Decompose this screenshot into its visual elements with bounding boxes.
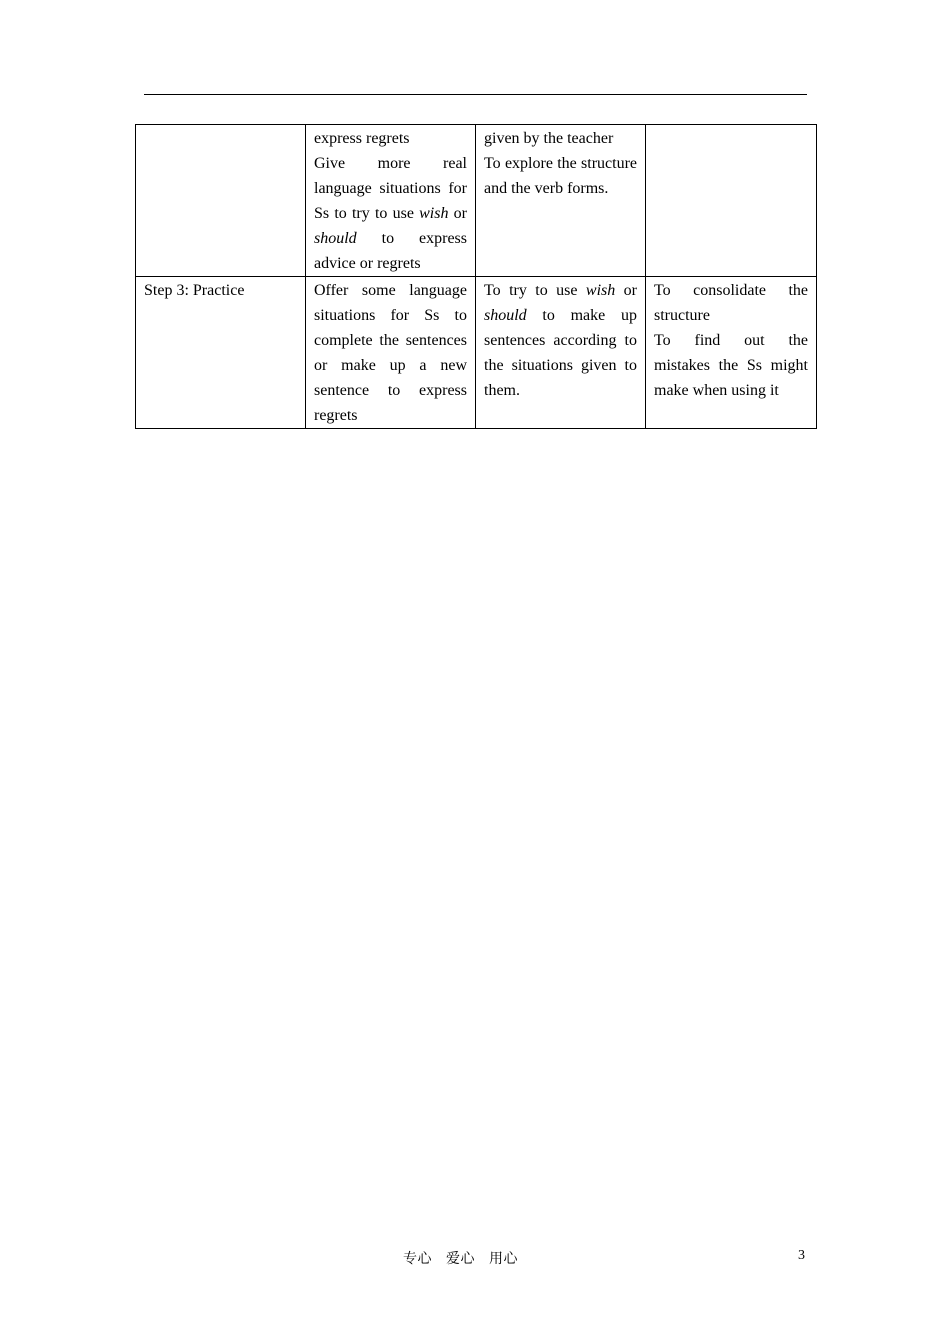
header-rule — [144, 94, 807, 95]
note-cell — [646, 277, 817, 429]
text-run: to express advice or regrets — [314, 230, 467, 272]
italic-term: should — [314, 230, 357, 247]
activity-cell — [306, 125, 476, 277]
table-row — [136, 277, 817, 429]
text-run: To consolidate the structure — [654, 282, 808, 324]
text-run: to make up sentences according to the situations given to them. — [484, 307, 637, 399]
step-cell — [136, 125, 306, 277]
italic-term: should — [484, 307, 527, 324]
purpose-cell — [476, 125, 646, 277]
text-run: express regrets — [314, 130, 410, 147]
text-run: Give more real language situations for Ss to try to use — [314, 155, 467, 222]
cell-paragraph — [484, 126, 637, 151]
lesson-plan-table — [135, 124, 817, 429]
text-run: or — [448, 205, 467, 222]
page-number: 3 — [798, 1248, 805, 1263]
footer-motto: 专心 爱心 用心 — [403, 1252, 518, 1267]
activity-cell — [306, 277, 476, 429]
text-run: or — [615, 282, 638, 299]
text-run: To explore the structure and the verb forms. — [484, 155, 637, 197]
cell-paragraph — [314, 278, 467, 428]
cell-paragraph — [484, 278, 637, 403]
cell-paragraph — [654, 278, 808, 328]
text-run: Offer some language situations for Ss to complete the sentences or make up a new sentence to express regrets — [314, 282, 467, 424]
note-cell — [646, 125, 817, 277]
cell-paragraph — [654, 328, 808, 403]
italic-term: wish — [585, 282, 616, 299]
italic-term: wish — [419, 205, 449, 222]
cell-paragraph — [314, 151, 467, 276]
cell-paragraph — [314, 126, 467, 151]
text-run: given by the teacher — [484, 130, 614, 147]
purpose-cell — [476, 277, 646, 429]
text-run: To find out the mistakes the Ss might make when using it — [654, 332, 808, 399]
step-cell: Step 3: Practice — [136, 277, 306, 429]
cell-paragraph — [484, 151, 637, 201]
text-run: To try to use — [484, 282, 586, 299]
table-row — [136, 125, 817, 277]
